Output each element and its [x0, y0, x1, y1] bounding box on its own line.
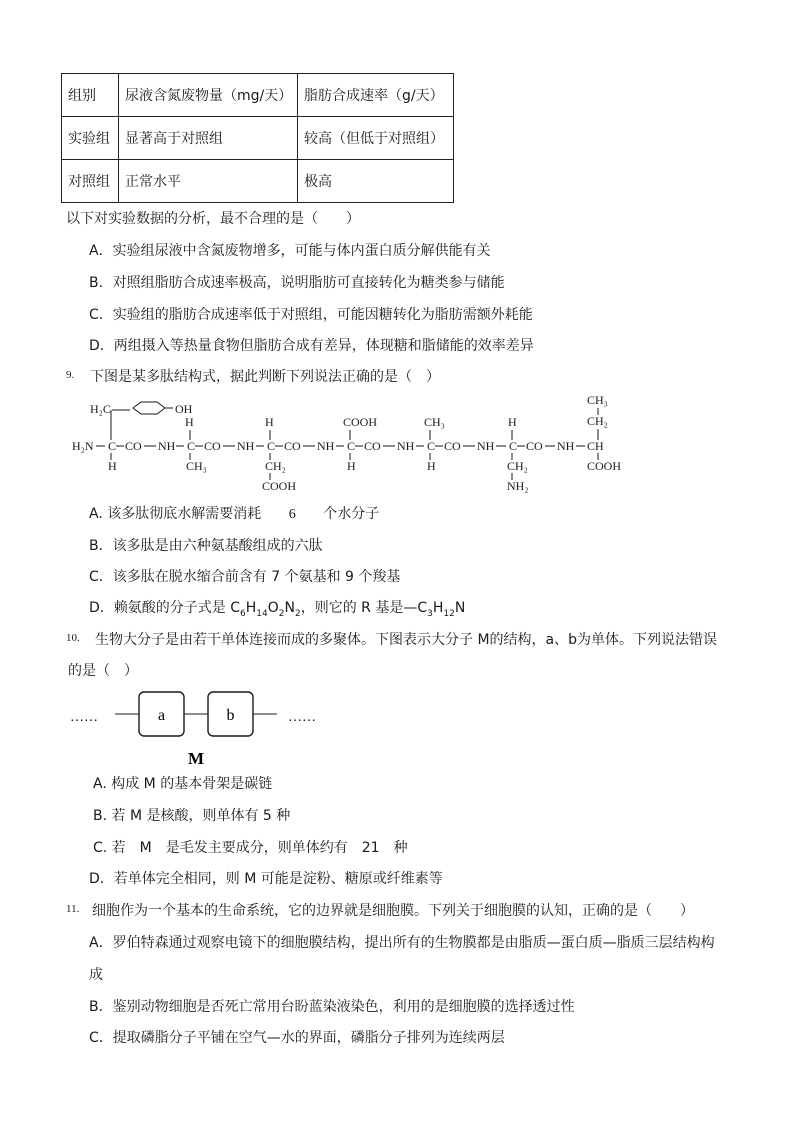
table-header-cell: 组别: [62, 74, 119, 117]
q9-option-d-text: H: [245, 600, 257, 616]
q9-option-d-text: O: [267, 600, 279, 616]
q9-option-b: B．该多肽是由六种氨基酸组成的六肽: [89, 538, 323, 554]
polymer-diagram: [60, 690, 350, 770]
q11-option-a-line1: A．罗伯特森通过观察电镜下的细胞膜结构，提出所有的生物膜都是由脂质—蛋白质—脂质三层结构构: [89, 935, 715, 951]
formula-text: NH₂: [507, 479, 529, 493]
q10-option-c: C. 若 M 是毛发主要成分，则单体约有 21 种: [93, 840, 408, 856]
formula-text: CO: [526, 439, 543, 453]
monomer-label-a: a: [157, 707, 166, 724]
table-row: [62, 117, 454, 160]
formula-text: H: [508, 415, 517, 429]
formula-text: C: [108, 439, 117, 453]
q9-option-c: C．该多肽在脱水缩合前含有 7 个氨基和 9 个羧基: [89, 569, 401, 585]
table-cell: 极高: [298, 160, 454, 203]
formula-text: C: [509, 439, 518, 453]
formula-text: CH₂: [507, 459, 528, 473]
formula-text: NH: [477, 439, 495, 453]
table-cell: 对照组: [62, 160, 119, 203]
formula-text: CH₃: [587, 393, 608, 407]
subscript: 2: [294, 608, 301, 619]
q9-option-a-number: 6: [288, 507, 296, 522]
table-header-row: [62, 74, 454, 117]
formula-text: COOH: [343, 415, 378, 429]
formula-text: H: [108, 459, 117, 473]
q9-number: 9.: [66, 369, 75, 381]
q9-option-a: [89, 503, 379, 523]
formula-text: C: [347, 439, 356, 453]
q10-option-d: D．若单体完全相同，则 M 可能是淀粉、糖原或纤维素等: [89, 871, 443, 887]
formula-text: H₂C: [90, 402, 111, 416]
macromolecule-label: M: [187, 749, 205, 768]
q8-stem: 以下对实验数据的分析，最不合理的是（ ）: [66, 211, 360, 227]
q8-option-c: C．实验组的脂肪合成速率低于对照组，可能因糖转化为脂肪需额外耗能: [89, 307, 533, 323]
q9-option-a-tail: 个水分子: [323, 506, 380, 522]
subscript: 3: [427, 608, 433, 619]
formula-text: NH: [237, 439, 255, 453]
table-cell: 较高（但低于对照组）: [298, 117, 454, 160]
formula-text: H: [185, 415, 194, 429]
q9-option-d-text: H: [432, 600, 444, 616]
q9-option-d-text: N: [284, 600, 295, 616]
table-cell: 显著高于对照组: [119, 117, 298, 160]
formula-text: CO: [364, 439, 381, 453]
formula-text: NH: [317, 439, 335, 453]
formula-text: NH: [557, 439, 575, 453]
formula-text: H₂N: [72, 439, 94, 453]
q10-number: 10.: [66, 632, 80, 644]
q11-number: 11.: [66, 903, 80, 915]
diagram-dots-right: ……: [288, 710, 316, 725]
formula-text: C: [187, 439, 196, 453]
formula-text: CH₂: [265, 459, 286, 473]
formula-text: CO: [125, 439, 142, 453]
q8-option-d: D．两组摄入等热量食物但脂肪合成有差异，体现糖和脂储能的效率差异: [89, 338, 534, 354]
q10-stem-line1: 生物大分子是由若干单体连接而成的多聚体。下图表示大分子 M的结构，a、b为单体。下列说法错误: [95, 632, 717, 648]
data-table: [61, 73, 454, 203]
subscript: 12: [443, 608, 455, 619]
q9-stem: 下图是某多肽结构式，据此判断下列说法正确的是（ ）: [90, 369, 440, 385]
q8-option-b: B．对照组脂肪合成速率极高，说明脂肪可直接转化为糖类参与储能: [89, 275, 505, 291]
table-row: [62, 160, 454, 203]
formula-text: CO: [444, 439, 461, 453]
table-header-cell: 脂肪合成速率（g/天）: [298, 74, 454, 117]
formula-text: H: [347, 459, 356, 473]
q11-stem: 细胞作为一个基本的生命系统，它的边界就是细胞膜。下列关于细胞膜的认知，正确的是（ ）: [92, 903, 694, 919]
subscript: 2: [278, 608, 285, 619]
formula-text: COOH: [587, 459, 622, 473]
subscript: 6: [240, 608, 246, 619]
table-header-cell: 尿液含氮废物量（mg/天）: [119, 74, 298, 117]
q10-option-b: B. 若 M 是核酸，则单体有 5 种: [93, 808, 291, 824]
table-cell: 正常水平: [119, 160, 298, 203]
q9-option-d-text: ，则它的 R 基是—C: [300, 600, 428, 616]
formula-text: H: [265, 415, 274, 429]
formula-text: CH₃: [424, 415, 445, 429]
formula-text: CH: [587, 439, 604, 453]
q11-option-c: C．提取磷脂分子平铺在空气—水的界面，磷脂分子排列为连续两层: [89, 1030, 505, 1046]
q9-option-a-text: A. 该多肽彻底水解需要消耗: [89, 506, 262, 522]
formula-text: H: [427, 459, 436, 473]
formula-text: CH₃: [186, 459, 207, 473]
q11-option-b: B．鉴别动物细胞是否死亡常用台盼蓝染液染色，利用的是细胞膜的选择透过性: [89, 999, 575, 1015]
q9-option-d-text: N: [454, 600, 466, 616]
formula-text: C: [267, 439, 276, 453]
q9-option-d: [89, 597, 465, 619]
monomer-label-b: b: [226, 707, 235, 724]
formula-text: CO: [284, 439, 301, 453]
q10-option-a: A. 构成 M 的基本骨架是碳链: [93, 776, 273, 792]
q8-option-a: A．实验组尿液中含氮废物增多，可能与体内蛋白质分解供能有关: [89, 243, 491, 259]
polypeptide-structure-formula: [0, 388, 794, 498]
q11-option-a-line2: 成: [89, 967, 103, 983]
formula-text: NH: [397, 439, 415, 453]
formula-text: COOH: [262, 479, 297, 493]
formula-text: CH₂: [587, 414, 608, 428]
table-cell: 实验组: [62, 117, 119, 160]
q10-stem-line2: 的是（ ）: [68, 663, 138, 679]
diagram-dots-left: ……: [70, 710, 98, 725]
subscript: 14: [256, 608, 268, 619]
formula-text: OH: [175, 402, 193, 416]
q9-option-d-text: D．赖氨酸的分子式是 C: [89, 600, 241, 616]
formula-text: CO: [204, 439, 221, 453]
formula-text: C: [427, 439, 436, 453]
formula-text: NH: [158, 439, 176, 453]
